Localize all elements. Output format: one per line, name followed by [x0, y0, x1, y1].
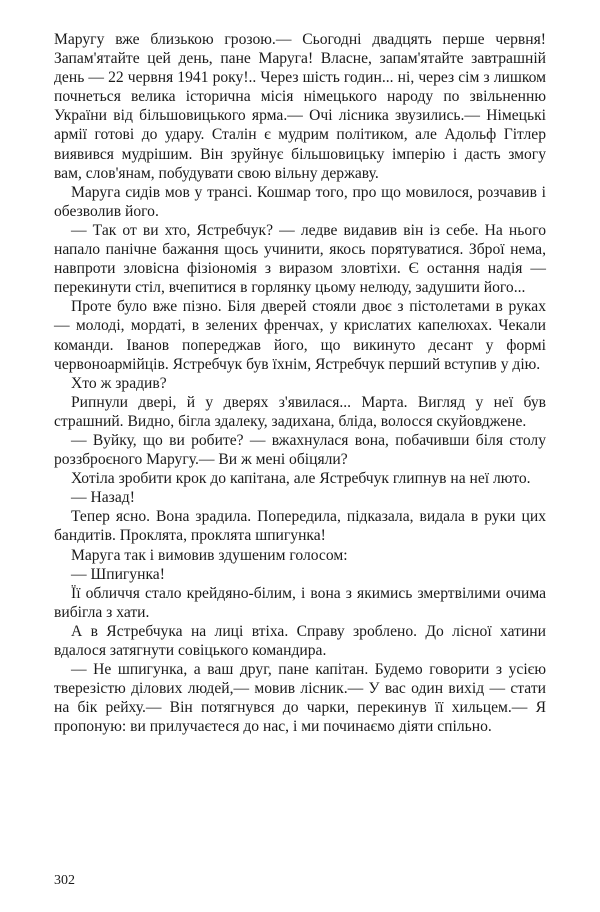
paragraph: — Не шпигунка, а ваш друг, пане капітан. Будемо говорити з усією тверезістю ділових людей,— мовив лісник.— У вас один вихід — стати на бік рейху.— Він потягнувся до чарки, перекинув її хильцем.— Я пропоную: ви прилучаєтеся до нас, і ми починаємо діяти спільно.	[54, 661, 546, 736]
paragraph: — Назад!	[71, 489, 135, 507]
paragraph: Проте було вже пізно. Біля дверей стояли двоє з пістолетами в руках — молоді, мордаті, в зелених френчах, у крислатих капелюхах. Чекали команди. Іванов попереджав його, що викинуто десант у формі червоноармійців. Ястребчук був їхнім, Ястребчук перший вступив у дію.	[54, 298, 546, 373]
page-text	[54, 30, 546, 736]
paragraph: Її обличчя стало крейдяно-білим, і вона з якимись змертвілими очима вибігла з хати.	[54, 584, 546, 621]
paragraph: — Так от ви хто, Ястребчук? — ледве видавив він із себе. На нього напало панічне бажання щось учинити, якось порятуватися. Зброї нема, навпроти зловісна фізіономія з виразом зловтіхи. Є остання надія — перекинути стіл, вчепитися в горлянку цьому нелюду, задушити його...	[54, 221, 546, 297]
paragraph: Маругу вже близькою грозою.— Сьогодні двадцять перше червня! Запам'ятайте цей день, пане Маруга! Власне, запам'ятайте завтрашній день — 22 червня 1941 року!.. Через шість годин... ні, через сім з лишком почнеться велика історична місія німецького народу по звільненню України від більшовицького ярма.— Очі лісника звузились.— Німецькі армії готові до удару. Сталін є мудрим політиком, але Адольф Гітлер виявився мудрішим. Він зруйнує більшовицьку імперію і дасть змогу вам, слов'янам, побудувати свою вільну державу.	[54, 31, 546, 182]
page-number: 302	[54, 873, 75, 888]
paragraph: А в Ястребчука на лиці втіха. Справу зроблено. До лісної хатини вдалося затягнути совіцького командира.	[54, 622, 546, 659]
paragraph: Маруга сидів мов у трансі. Кошмар того, про що мовилося, розчавив і обезволив його.	[54, 183, 546, 220]
paragraph: — Вуйку, що ви робите? — вжахнулася вона, побачивши біля столу роззброєного Маругу.— Ви ж мені обіцяли?	[54, 431, 546, 469]
paragraph: — Шпигунка!	[71, 565, 165, 583]
paragraph: Хотіла зробити крок до капітана, але Ястребчук глипнув на неї люто.	[71, 470, 531, 488]
paragraph: Тепер ясно. Вона зрадила. Попередила, підказала, видала в руки цих бандитів. Проклята, проклята шпигунка!	[54, 508, 546, 545]
paragraph: Хто ж зрадив?	[71, 374, 167, 392]
paragraph: Рипнули двері, й у дверях з'явилася... Марта. Вигляд у неї був страшний. Видно, бігла здалеку, задихана, бліда, волосся скуйовджене.	[54, 393, 546, 430]
paragraph: Маруга так і вимовив здушеним голосом:	[71, 546, 348, 564]
